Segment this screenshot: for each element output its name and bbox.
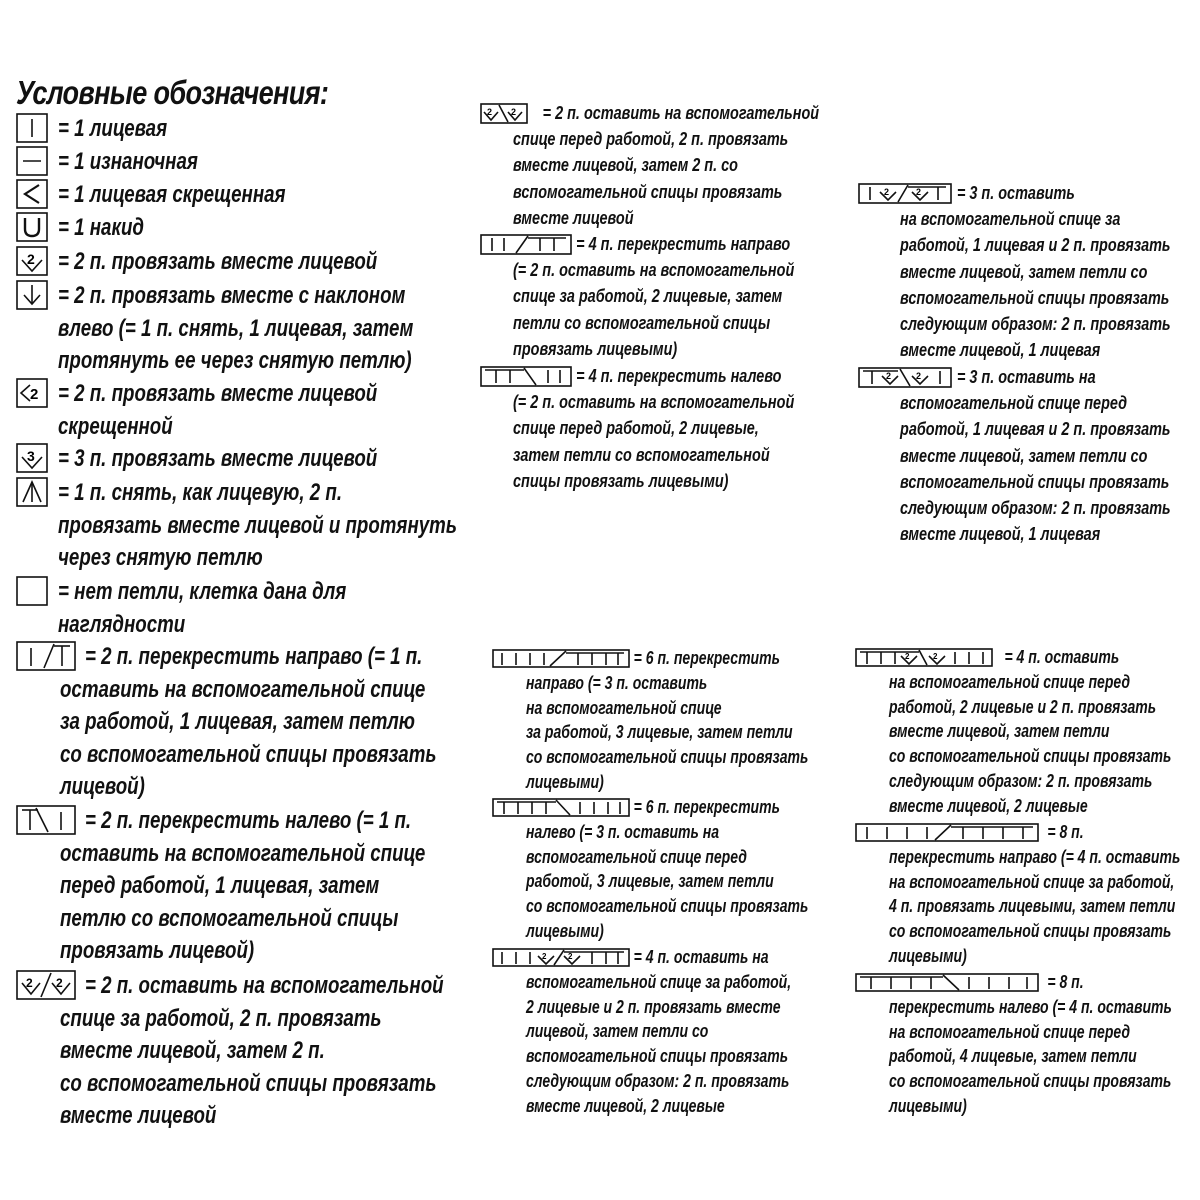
legend-text: = 2 п. перекрестить направо (= 1 п. оставить на вспомогательной спице за работой, 1 лицевая, затем петлю со вспомогательной спицы провязать лицевой): [60, 643, 437, 800]
legend-text: = 4 п. оставить на вспомогательной спице перед работой, 2 лицевые и 2 п. провязать вместе лицевой, затем петли со вспомогательной спицы провязать следующим образом: 2 п. провязать вместе лицевой, 2 лицевые: [889, 647, 1172, 816]
k2tog-icon: [16, 246, 48, 276]
legend-text: = 2 п. провязать вместе лицевой скрещенной: [58, 380, 378, 440]
legend-text: = 8 п. перекрестить направо (= 4 п. оставить на вспомогательной спице за работой, 4 п. провязать лицевыми, затем петли со вспомогательной спицы провязать лицевыми): [889, 822, 1181, 966]
svg-text:2: 2: [884, 187, 890, 197]
sk2p-icon: [16, 477, 48, 507]
legend-text: = 2 п. провязать вместе с наклоном влево (= 1 п. снять, 1 лицевая, затем протянуть ее через снятую петлю): [58, 282, 414, 374]
legend-text: = 8 п. перекрестить налево (= 4 п. оставить на вспомогательной спице перед работой, 4 лицевые, затем петли со вспомогательной спицы провязать лицевыми): [889, 972, 1172, 1116]
legend-text: = 2 п. оставить на вспомогательной спице перед работой, 2 п. провязать вместе лицевой, затем 2 п. со вспомогательной спицы провязать вместе лицевой: [513, 102, 820, 228]
purl-stitch-icon: [16, 146, 48, 176]
twisted-knit-icon: [16, 179, 48, 209]
yarn-over-icon: [16, 212, 48, 242]
no-stitch-icon: [16, 576, 48, 606]
legend-text: = 2 п. провязать вместе лицевой: [58, 248, 378, 275]
legend-text: = 3 п. провязать вместе лицевой: [58, 445, 378, 472]
k3tog-icon: [16, 443, 48, 473]
legend-text: = 3 п. оставить на вспомогательной спице за работой, 1 лицевая и 2 п. провязать вместе лицевой, затем петли со вспомогательной спицы провязать следующим образом: 2 п. провязать вместе лицевой, 1 лицевая: [900, 182, 1171, 361]
svg-text:2: 2: [30, 386, 39, 403]
svg-text:2: 2: [905, 652, 910, 661]
ssk-left-icon: [16, 280, 48, 310]
legend-text: = 1 изнаночная: [58, 148, 198, 175]
svg-text:2: 2: [542, 952, 547, 961]
svg-text:2: 2: [933, 652, 938, 661]
legend-text: = 6 п. перекрестить направо (= 3 п. оставить на вспомогательной спице за работой, 3 лицевые, затем петли со вспомогательной спицы провязать лицевыми): [526, 648, 809, 792]
legend-text: = 1 накид: [58, 214, 144, 241]
legend-text: = 6 п. перекрестить налево (= 3 п. оставить на вспомогательной спице перед работой, 3 лицевые, затем петли со вспомогательной спицы провязать лицевыми): [526, 797, 809, 941]
legend-text: = 3 п. оставить на вспомогательной спице перед работой, 1 лицевая и 2 п. провязать вместе лицевой, затем петли со вспомогательной спицы провязать следующим образом: 2 п. провязать вместе лицевой, 1 лицевая: [900, 366, 1171, 545]
legend-text: = 1 лицевая: [58, 115, 168, 142]
legend-text: = 4 п. перекрестить направо (= 2 п. оставить на вспомогательной спице за работой, 2 лицевые, затем петли со вспомогательной спицы провязать лицевыми): [513, 233, 795, 359]
svg-text:2: 2: [487, 107, 493, 117]
legend-text: = 1 п. снять, как лицевую, 2 п. провязать вместе лицевой и протянуть через снятую петлю: [58, 479, 457, 571]
legend-text: = 2 п. перекрестить налево (= 1 п. оставить на вспомогательной спице перед работой, 1 лицевая, затем петлю со вспомогательной спицы провязать лицевой): [60, 807, 426, 964]
legend-text: = 4 п. перекрестить налево (= 2 п. оставить на вспомогательной спице перед работой, 2 лицевые, затем петли со вспомогательной спицы провязать лицевыми): [513, 365, 795, 491]
svg-text:2: 2: [56, 976, 63, 990]
legend-text: = нет петли, клетка дана для наглядности: [58, 578, 347, 638]
k2tog-twisted-icon: [16, 378, 48, 408]
knit-stitch-icon: [16, 113, 48, 143]
svg-text:2: 2: [916, 371, 922, 381]
svg-text:2: 2: [886, 371, 892, 381]
legend-text: = 4 п. оставить на вспомогательной спице за работой, 2 лицевые и 2 п. провязать вместе лицевой, затем петли со вспомогательной спицы провязать следующим образом: 2 п. провязать вместе лицевой, 2 лицевые: [526, 947, 792, 1116]
svg-text:2: 2: [916, 187, 922, 197]
svg-text:2: 2: [511, 107, 517, 117]
svg-text:2: 2: [27, 251, 35, 267]
svg-text:3: 3: [27, 448, 35, 464]
legend-title: Условные обозначения:: [16, 74, 329, 111]
svg-text:2: 2: [568, 952, 573, 961]
svg-text:2: 2: [26, 976, 33, 990]
legend-text: = 2 п. оставить на вспомогательной спице за работой, 2 п. провязать вместе лицевой, затем 2 п. со вспомогательной спицы провязать вместе лицевой: [60, 972, 444, 1129]
legend-text: = 1 лицевая скрещенная: [58, 181, 286, 208]
